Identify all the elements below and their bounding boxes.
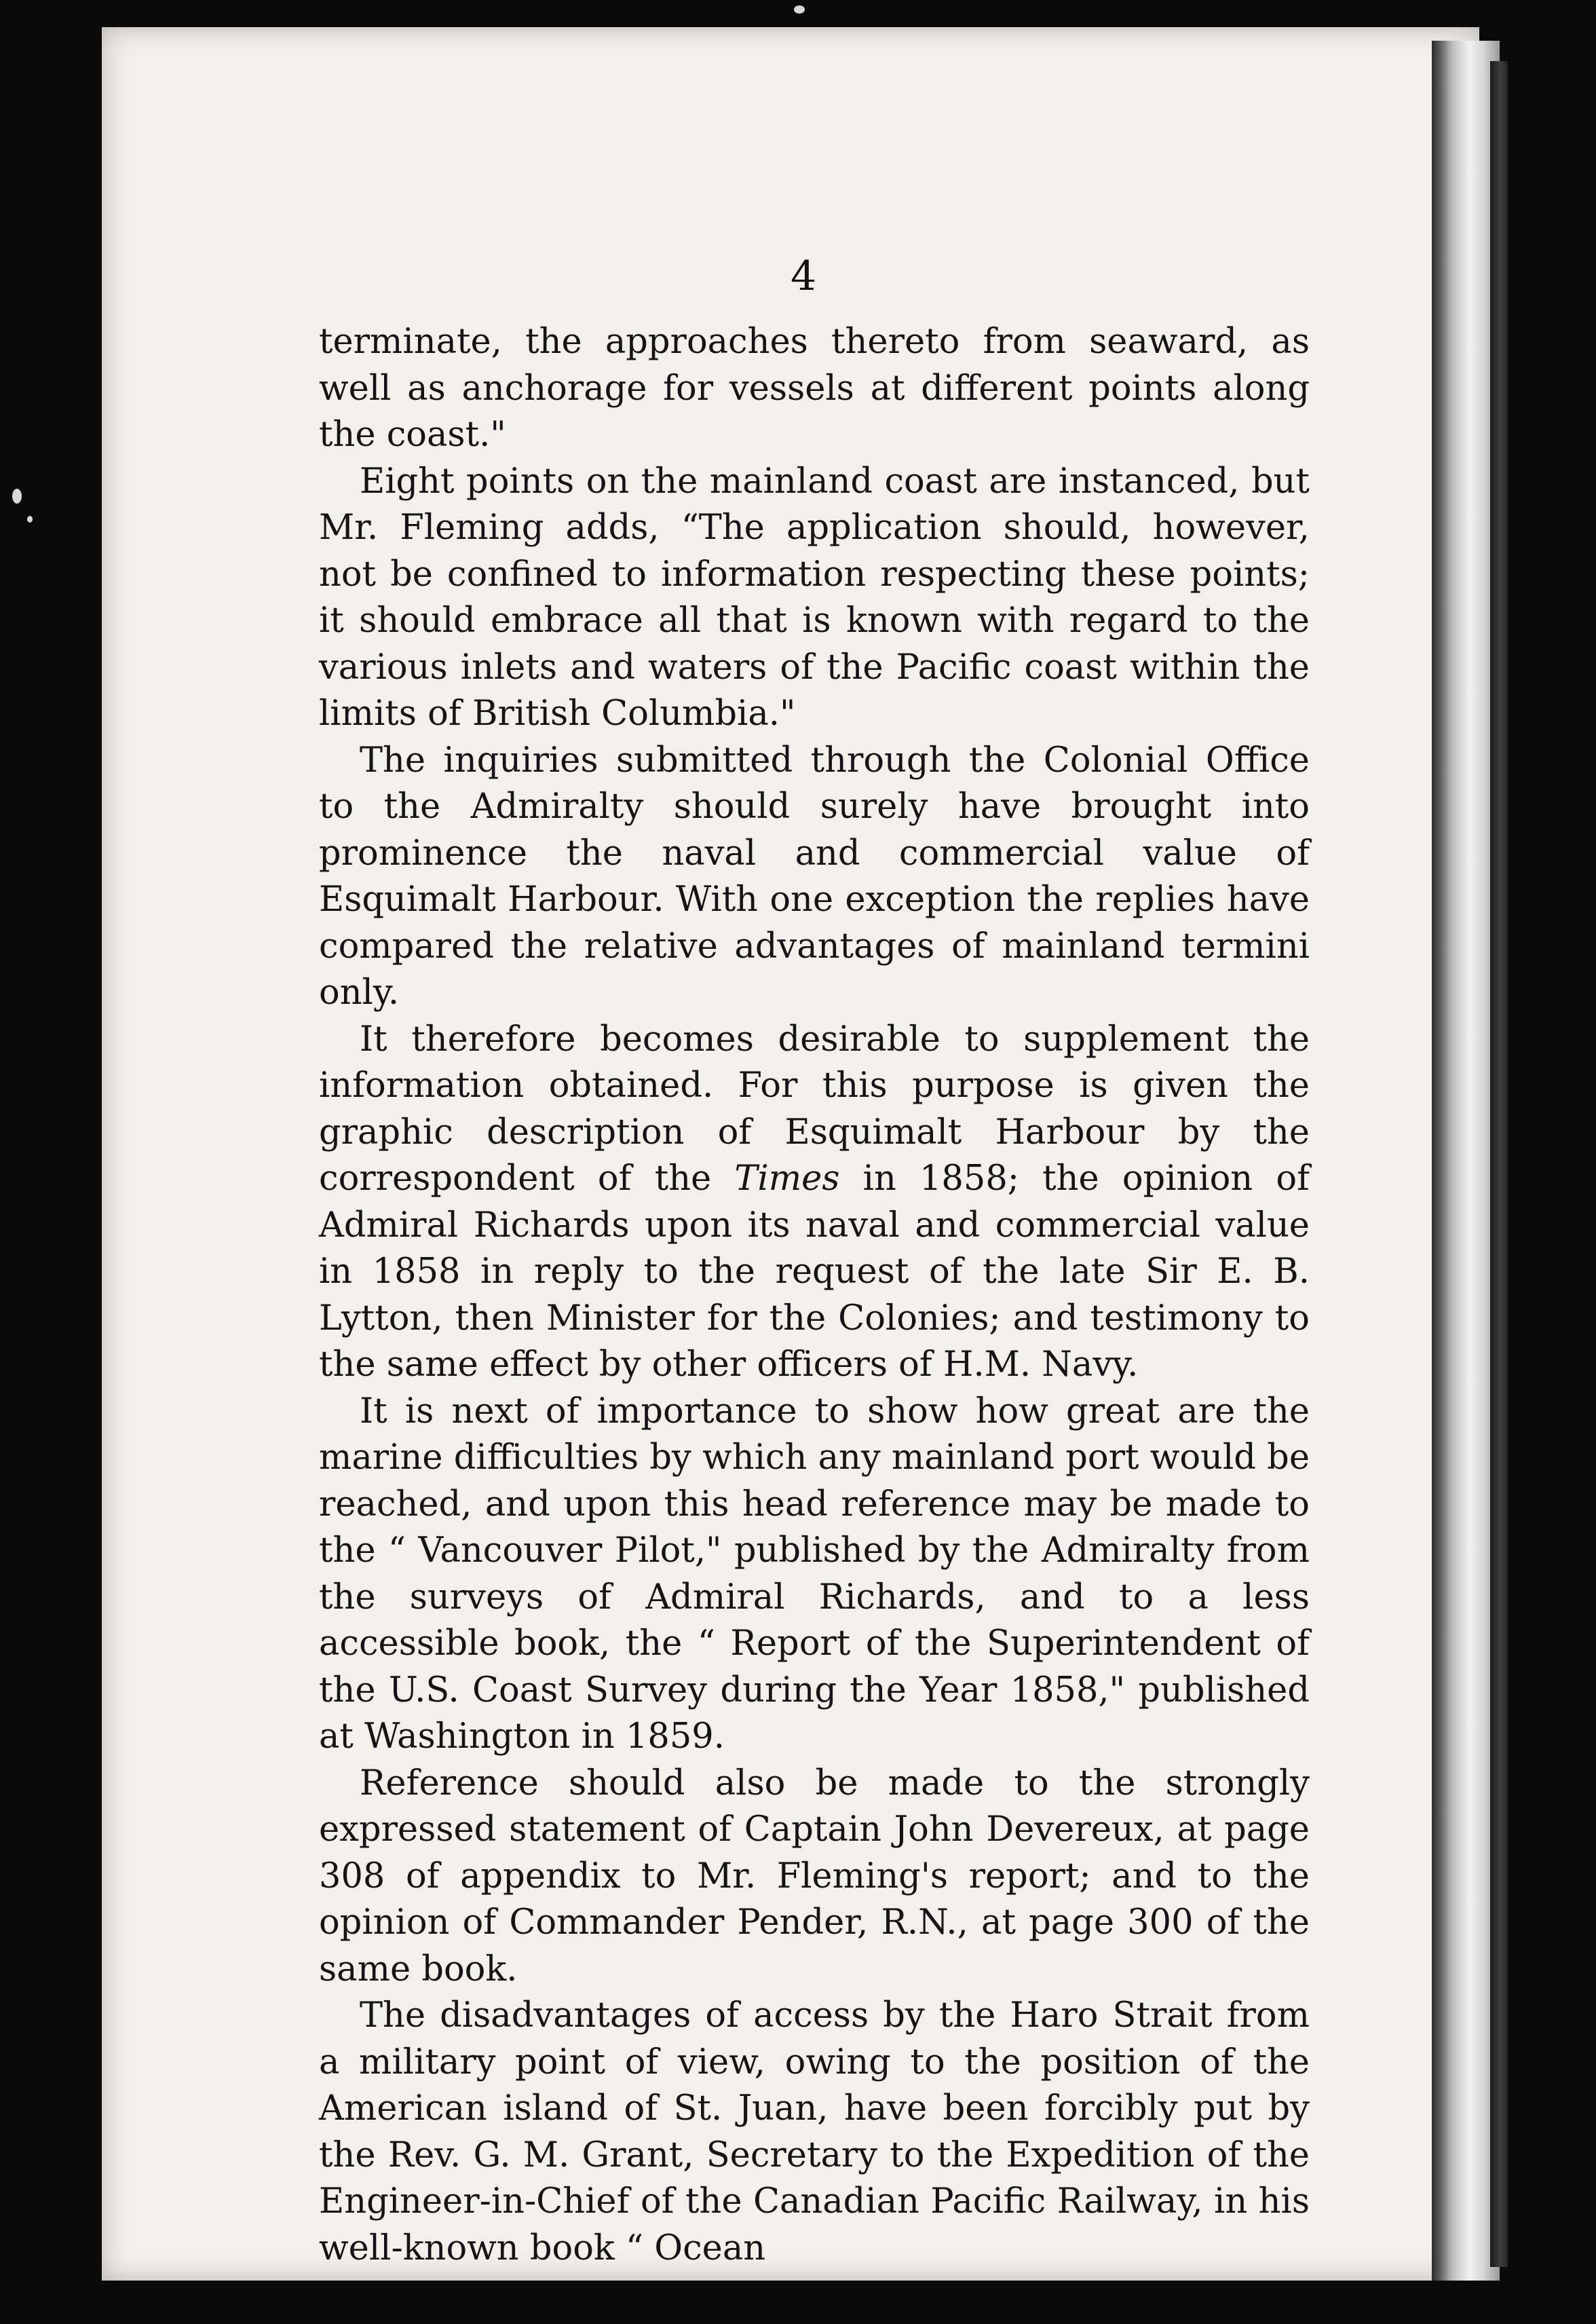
book-spine	[1490, 61, 1508, 2267]
page-edge	[1432, 41, 1500, 2281]
paragraph-2: Eight points on the mainland coast are instanced, but Mr. Fleming adds, “The application should, however, not be confined to information respecting these points; it should embrace all that is known with regard to the various inlets and waters of the Pacific coast within the limits of British Columbia."	[319, 461, 1310, 734]
body-text	[319, 319, 1310, 2272]
scan-speck	[27, 516, 33, 523]
paragraph-7: The disadvantages of access by the Haro Strait from a military point of view, owing to the position of the American island of St. Juan, have been forcibly put by the Rev. G. M. Grant, Secretary to the Expedition of the Engineer-in-Chief of the Canadian Pacific Railway, in his well-known book “ Ocean	[319, 1995, 1310, 2268]
scan-speck	[794, 5, 805, 14]
paragraph-1: terminate, the approaches thereto from seaward, as well as anchorage for vessels at different points along the coast."	[319, 322, 1310, 455]
newspaper-title: Times	[734, 1159, 840, 1199]
paragraph-4-part-2: in 1858; the opinion of Admiral Richards upon its naval and commercial value in 1858 in reply to the request of the late Sir E. B. Lytton, then Minister for the Colonies; and testimony to the same effect by other officers of H.M. Navy.	[319, 1159, 1310, 1385]
paragraph-4-part-1: It therefore becomes desirable to supplement the information obtained. For this purpose is given the graphic description of Esquimalt Harbour by the correspondent of the	[319, 1019, 1310, 1199]
paragraph-4	[319, 1017, 1310, 1389]
scan-speck	[12, 489, 22, 504]
page-number: 4	[791, 252, 817, 300]
paragraph-6: Reference should also be made to the strongly expressed statement of Captain John Devereux, at page 308 of appendix to Mr. Fleming's report; and to the opinion of Commander Pender, R.N., at page 300 of the same book.	[319, 1763, 1310, 1989]
paragraph-5: It is next of importance to show how great are the marine difficulties by which any mainland port would be reached, and upon this head reference may be made to the “ Vancouver Pilot," published by the Admiralty from the surveys of Admiral Richards, and to a less accessible book, the “ Report of the Superintendent of the U.S. Coast Survey during the Year 1858," published at Washington in 1859.	[319, 1391, 1310, 1757]
paragraph-3: The inquiries submitted through the Colonial Office to the Admiralty should surely have brought into prominence the naval and commercial value of Esquimalt Harbour. With one exception the replies have compared the relative advantages of mainland termini only.	[319, 740, 1310, 1013]
